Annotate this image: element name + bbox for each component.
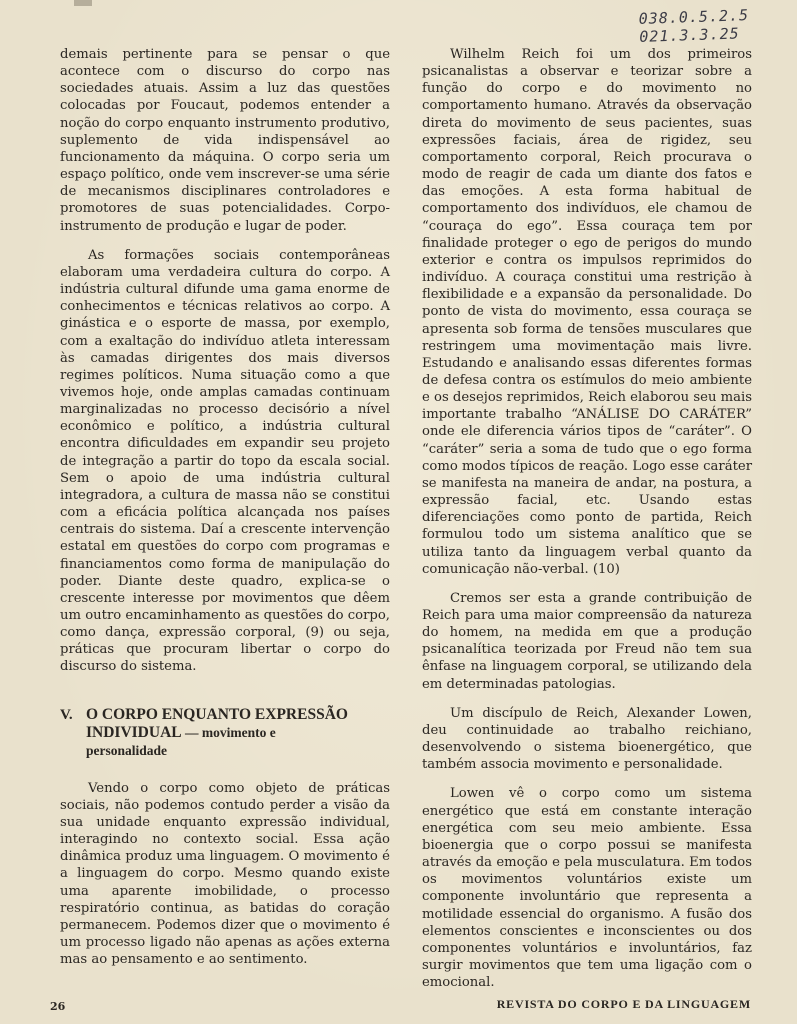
right-paragraph-4: Lowen vê o corpo como um sistema energético que está em constante interação energética com seu meio ambiente. Essa bioenergia que o corpo possui se manifesta através da emoção e pela musculatura. Em todos os movimentos voluntários existe um componente involuntário que representa a motilidade essencial do organismo. A fusão dos elementos conscientes e inconscientes ou dos componentes voluntários e involuntários, faz surgir movimentos que tem uma ligação com o emocional. [422,786,752,991]
handwritten-note-line-2: 021.3.3.25 [638,24,740,46]
left-column [60,46,390,980]
left-paragraph-1: demais pertinente para se pensar o que acontece com o discurso do corpo nas sociedades atuais. Assim a luz das questões colocadas por Foucaut, podemos entender a noção do corpo enquanto instrumento produtivo, suplemento de vida indispensável ao funcionamento da máquina. O corpo seria um espaço político, onde vem inscrever-se uma série de mecanismos disciplinares controladores e promotores de suas potencialidades. Corpo-instrumento de produção e lugar de poder. [60,47,390,234]
section-title-line-2: INDIVIDUAL [86,723,182,741]
left-paragraph-3: Vendo o corpo como objeto de práticas sociais, não podemos contudo perder a visão da sua unidade enquanto expressão individual, interagindo no contexto social. Essa ação dinâmica produz uma linguagem. O movimento é a linguagem do corpo. Mesmo quando existe uma aparente imobilidade, o processo respiratório continua, as batidas do coração permanecem. Podemos dizer que o movimento é um processo ligado não apenas as ações externa mas ao pensamento e ao sentimento. [60,780,390,968]
section-number: V. [60,706,73,723]
section-heading [60,706,390,760]
handwritten-note-line-1: 038.0.5.2.5 [638,6,749,28]
section-subtitle-part-2: personalidade [86,742,168,758]
right-paragraph-3: Um discípulo de Reich, Alexander Lowen, deu continuidade ao trabalho reichiano, desenvolvendo o sistema bioenergético, que também associa movimento e personalidade. [422,705,752,773]
right-paragraph-2: Cremos ser esta a grande contribuição de Reich para uma maior compreensão da natureza do homem, na medida em que a produção psicanalítica teorizada por Freud não tem sua ênfase na linguagem corporal, se utilizando dela em determinadas patologias. [422,590,752,692]
journal-name: REVISTA DO CORPO E DA LINGUAGEM [496,997,751,1011]
section-title-dash: — [181,724,202,740]
scan-edge-mark [74,0,92,6]
left-paragraph-2: As formações sociais contemporâneas elaboram uma verdadeira cultura do corpo. A indústria cultural difunde uma gama enorme de conhecimentos e técnicas relativos ao corpo. A ginástica e o esporte de massa, por exemplo, com a exaltação do indivíduo atleta interessam às camadas dirigentes dos mais diversos regimes políticos. Numa situação como a que vivemos hoje, onde amplas camadas continuam marginalizadas no processo decisório a nível econômico e político, a indústria cultural encontra dificuldades em expandir seu projeto de integração a partir do topo da escala social. Sem o apoio de uma indústria cultural integradora, a cultura de massa não se constitui com a eficácia política alcançada nos países centrais do sistema. Daí a crescente intervenção estatal em questões do corpo com programas e financiamentos como forma de manipulação do poder. Diante deste quadro, explica-se o crescente interesse por movimentos que dêem um outro encaminhamento as questões do corpo, como dança, expressão corporal, (9) ou seja, práticas que procuram libertar o corpo do discurso do sistema. [60,247,390,675]
section-title [86,706,348,760]
section-subtitle-part-1: movimento e [201,724,276,740]
right-column [422,46,752,1003]
page-number: 26 [50,1000,66,1013]
right-paragraph-1: Wilhelm Reich foi um dos primeiros psicanalistas a observar e teorizar sobre a função do corpo e do movimento no comportamento humano. Através da observação direta do movimento de seus pacientes, suas expressões faciais, área de rigidez, seu comportamento corporal, Reich procurava o modo de reagir de cada um diante dos fatos e das emoções. A esta forma habitual de comportamento dos indivíduos, ele chamou de “couraça do ego”. Essa couraça tem por finalidade proteger o ego de perigos do mundo exterior e contra os impulsos reprimidos do indivíduo. A couraça constitui uma restrição à flexibilidade e a expansão da personalidade. Do ponto de vista do movimento, essa couraça se apresenta sob forma de tensões musculares que restringem uma movimentação mais livre. Estudando e analisando essas diferentes formas de defesa contra os estímulos do meio ambiente e os desejos reprimidos, Reich elaborou seu mais importante trabalho “ANÁLISE DO CARÁTER” onde ele diferencia vários tipos de “caráter”. O “caráter” seria a soma de tudo que o ego forma como modos típicos de reação. Logo esse caráter se manifesta na maneira de andar, na postura, a expressão facial, etc. Usando estas diferenciações como ponto de partida, Reich formulou todo um sistema analítico que se utiliza tanto da linguagem verbal quanto da comunicação não-verbal. (10) [422,47,752,577]
handwritten-notes [638,6,750,46]
section-title-line-1: O CORPO ENQUANTO EXPRESSÃO [86,705,348,723]
